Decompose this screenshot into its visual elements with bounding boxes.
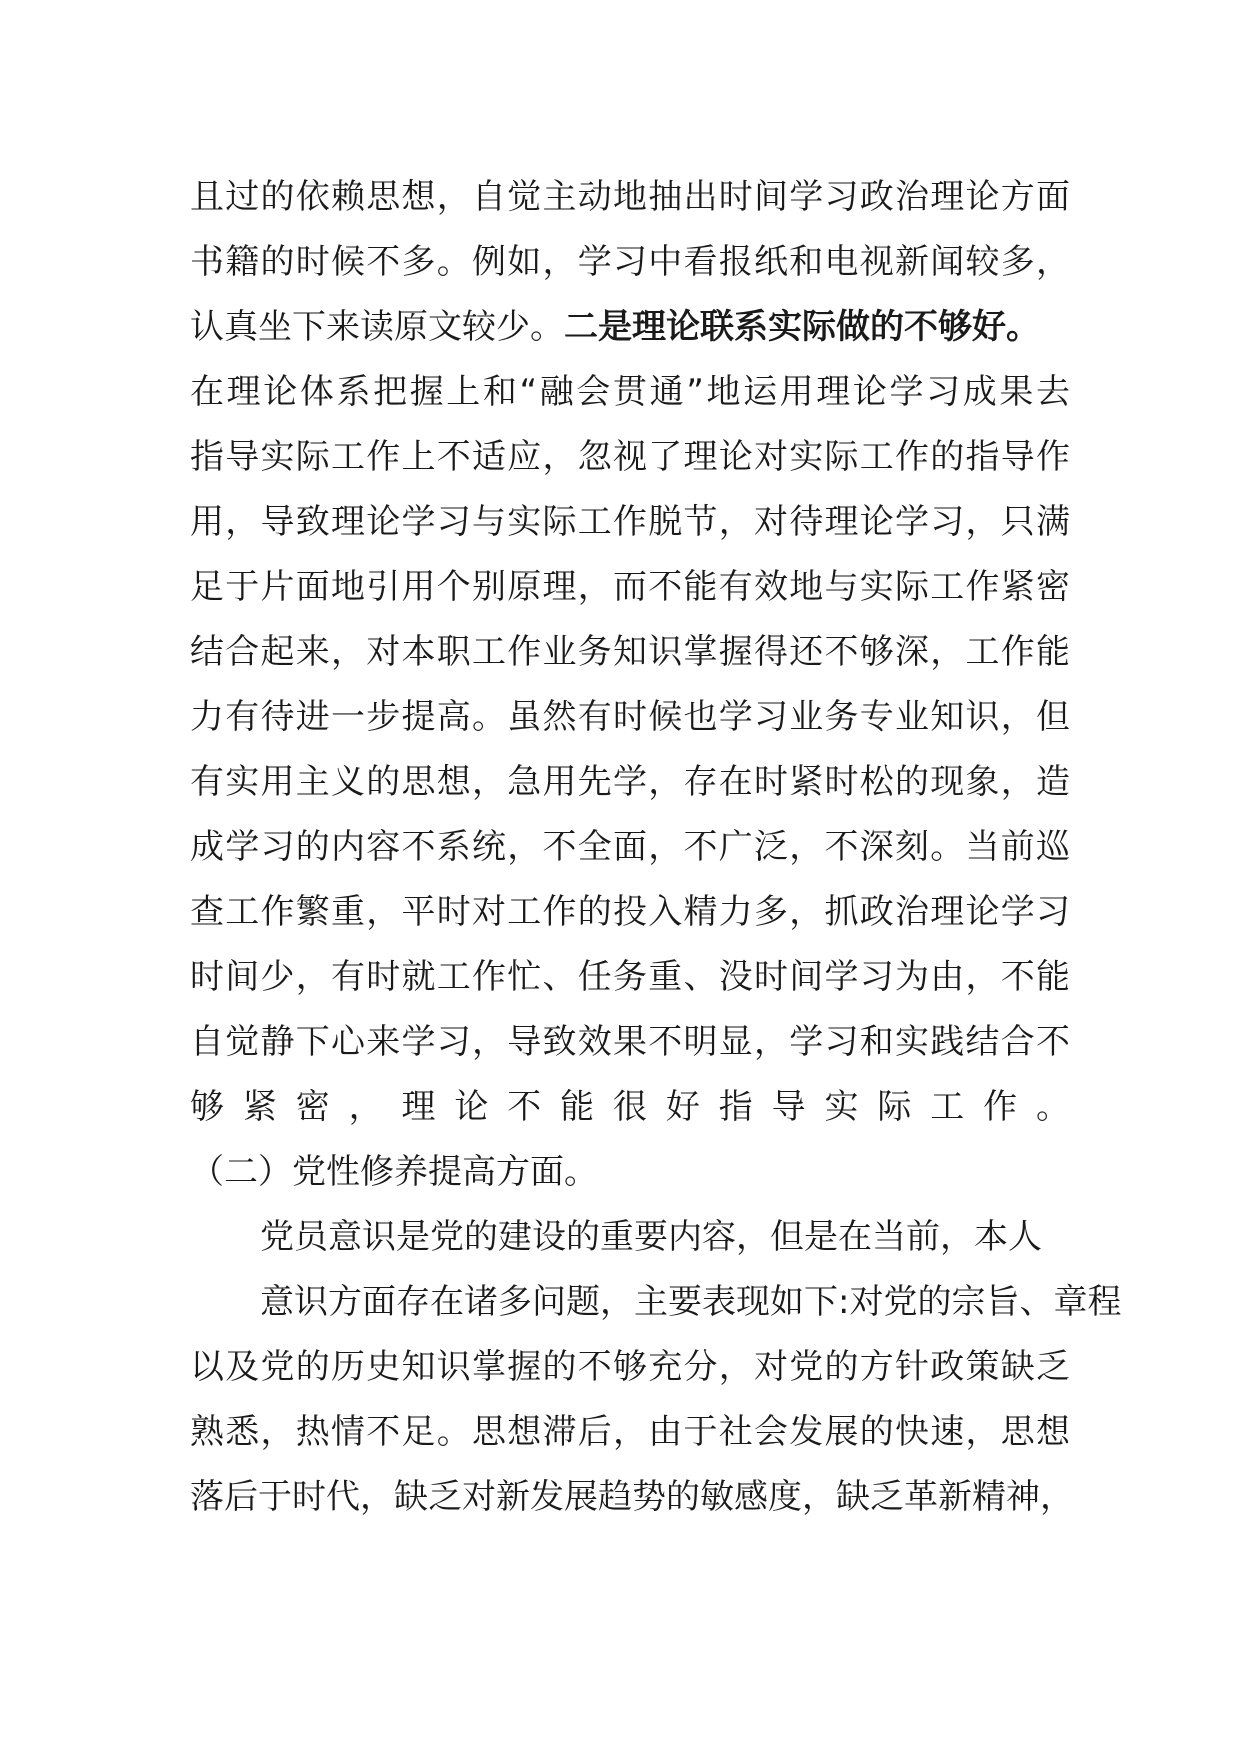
text-line: [190, 1530, 1070, 1595]
text-line: 指导实际工作上不适应，忽视了理论对实际工作的指导作: [190, 437, 1070, 477]
bold-heading-run: 二是理论联系实际做的不够好。: [564, 307, 1040, 347]
text-line: 够紧密，理论不能很好指导实际工作。: [190, 1087, 1070, 1127]
document-body: [190, 165, 1122, 1595]
text-line: 结合起来，对本职工作业务知识掌握得还不够深，工作能: [190, 632, 1070, 672]
text-run: 认真坐下来读原文较少。: [190, 307, 564, 347]
text-line: 熟悉，热情不足。思想滞后，由于社会发展的快速，思想: [190, 1412, 1070, 1452]
text-line: 自觉静下心来学习，导致效果不明显，学习和实践结合不: [190, 1022, 1070, 1062]
text-line: 落后于时代，缺乏对新发展趋势的敏感度，缺乏革新精神，: [190, 1477, 1074, 1517]
text-line: 用，导致理论学习与实际工作脱节，对待理论学习，只满: [190, 502, 1070, 542]
text-line: 以及党的历史知识掌握的不够充分，对党的方针政策缺乏: [190, 1347, 1070, 1387]
text-line: 足于片面地引用个别原理，而不能有效地与实际工作紧密: [190, 567, 1070, 607]
text-line: 且过的依赖思想，自觉主动地抽出时间学习政治理论方面: [190, 177, 1070, 217]
text-line: 有实用主义的思想，急用先学，存在时紧时松的现象，造: [190, 762, 1070, 802]
paragraph-first-line: 意识方面存在诸多问题，主要表现如下:对党的宗旨、章程: [260, 1282, 1122, 1322]
text-line: 在理论体系把握上和“融会贯通”地运用理论学习成果去: [190, 372, 1070, 412]
text-line: 查工作繁重，平时对工作的投入精力多，抓政治理论学习: [190, 892, 1070, 932]
paragraph-last-line: （二）党性修养提高方面。: [190, 1152, 598, 1192]
text-line-mixed: [190, 295, 1070, 360]
section-heading: 党员意识是党的建设的重要内容，但是在当前，本人: [260, 1217, 1042, 1257]
text-line: 书籍的时候不多。例如，学习中看报纸和电视新闻较多，: [190, 242, 1070, 282]
text-line: 成学习的内容不系统，不全面，不广泛，不深刻。当前巡: [190, 827, 1070, 867]
text-line: 时间少，有时就工作忙、任务重、没时间学习为由，不能: [190, 957, 1070, 997]
text-line: 力有待进一步提高。虽然有时候也学习业务专业知识，但: [190, 697, 1070, 737]
